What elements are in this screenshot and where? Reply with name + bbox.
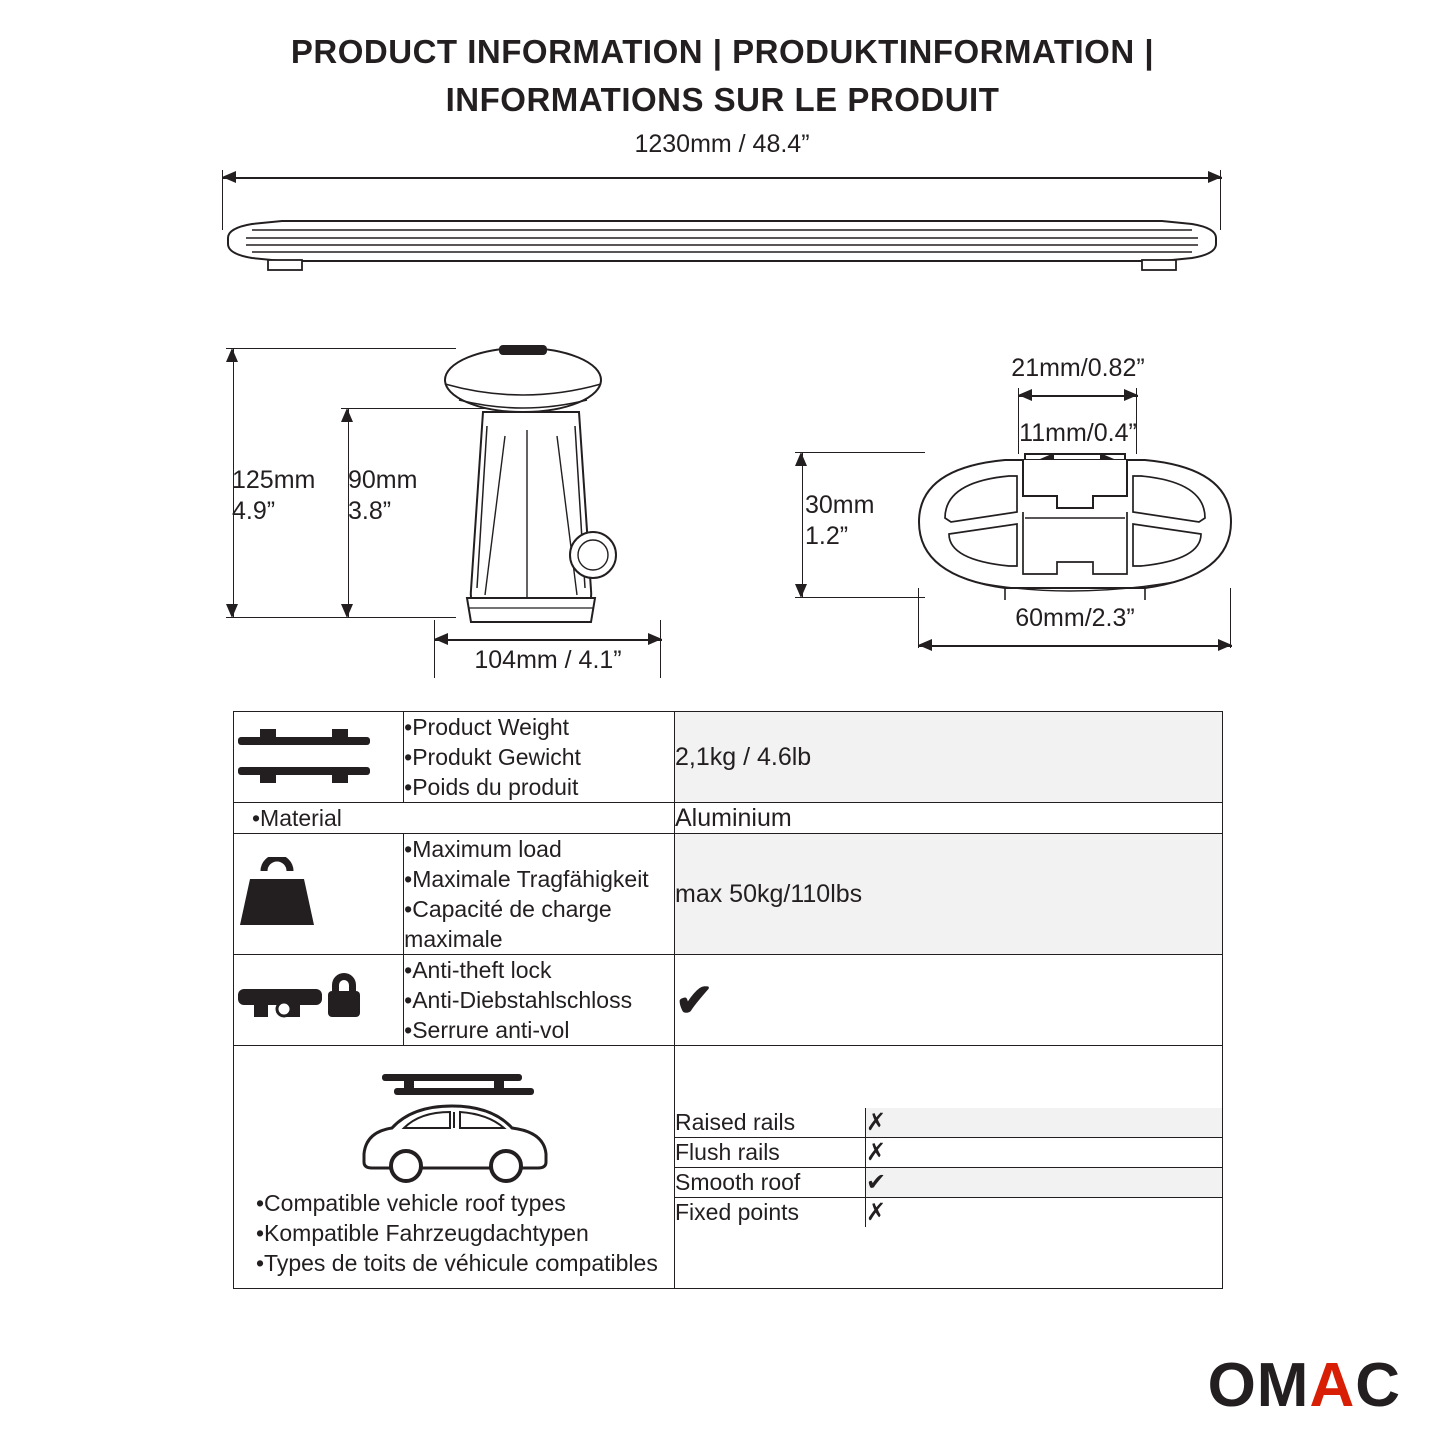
anti-theft-label-en: •Anti-theft lock [404,957,552,983]
weight-labels [404,712,675,803]
roof-type-row [675,1197,1222,1227]
car-with-rack-icon [334,1058,574,1188]
specifications-table [233,711,1223,1289]
table-row-roof-types [234,1046,1223,1289]
profile-width-label: 60mm/2.3” [1015,604,1135,632]
foot-width-label: 104mm / 4.1” [474,646,622,674]
anti-theft-value: ✔ [675,955,1223,1046]
roof-types-labels [234,1188,674,1288]
material-labels [234,803,675,834]
roof-type-name-smooth: Smooth roof [675,1167,866,1197]
weight-icon [234,857,320,931]
roof-types-list-cell [675,1046,1223,1289]
anti-theft-label-fr: •Serrure anti-vol [404,1017,570,1043]
roof-type-mark-smooth: ✔ [866,1167,1223,1197]
weight-label-de: •Produkt Gewicht [404,744,581,770]
roof-type-name-flush: Flush rails [675,1137,866,1167]
max-load-value: max 50kg/110lbs [675,834,1223,955]
logo-text-a: A [1309,1351,1356,1420]
anti-theft-label-de: •Anti-Diebstahlschloss [404,987,633,1013]
roof-types-table [675,1108,1222,1227]
roof-label-fr: •Types de toits de véhicule compatibles [256,1250,658,1276]
crossbar-length-diagram [222,130,1222,300]
table-row-anti-theft [234,955,1223,1046]
weight-value: 2,1kg / 4.6lb [675,712,1223,803]
crossbars-icon [234,721,374,793]
detail-diagrams [0,320,1445,700]
roof-types-left-cell [234,1046,675,1289]
material-value: Aluminium [675,803,1223,834]
lock-icon-cell [234,955,404,1046]
roof-type-name-fixed: Fixed points [675,1197,866,1227]
profile-top-width-dimension [1018,388,1138,402]
foot-inner-height-label: 90mm 3.8” [348,466,418,525]
roof-label-de: •Kompatible Fahrzeugdachtypen [256,1220,589,1246]
roof-type-row [675,1137,1222,1167]
roof-type-mark-raised: ✗ [866,1108,1223,1138]
max-load-label-fr: •Capacité de charge maximale [404,896,612,952]
profile-slot-width-label: 11mm/0.4” [1019,419,1137,447]
weight-label-en: •Product Weight [404,714,570,740]
logo-text-om: OM [1207,1351,1310,1420]
profile-height-label: 30mm 1.2” [805,491,875,550]
max-load-label-de: •Maximale Tragfähigkeit [404,866,649,892]
roof-type-mark-fixed: ✗ [866,1197,1223,1227]
foot-front-view [415,340,705,640]
weight-icon-cell [234,834,404,955]
max-load-labels [404,834,675,955]
roof-label-en: •Compatible vehicle roof types [256,1190,566,1216]
weight-label-fr: •Poids du produit [404,774,579,800]
title-line-2: INFORMATIONS SUR LE PRODUIT [445,81,1000,118]
profile-top-width-label: 21mm/0.82” [1011,354,1145,382]
roof-type-row [675,1167,1222,1197]
max-load-label-en: •Maximum load [404,836,562,862]
roof-type-row [675,1108,1222,1138]
roof-type-mark-flush: ✗ [866,1137,1223,1167]
profile-width-dimension-line [918,638,1232,652]
bar-length-dimension-line [222,170,1222,184]
title-line-1: PRODUCT INFORMATION | PRODUKTINFORMATION | [290,33,1155,70]
table-row-max-load [234,834,1223,955]
lock-icon [234,963,374,1037]
crossbars-icon-cell [234,712,404,803]
table-row-material [234,803,1223,834]
omac-logo [1207,1351,1401,1420]
material-label: •Material [252,805,342,831]
crossbar-side-view [222,200,1222,280]
anti-theft-labels [404,955,675,1046]
roof-type-name-raised: Raised rails [675,1108,866,1138]
foot-total-height-label: 125mm 4.9” [232,466,316,525]
profile-cross-section [905,448,1245,608]
bar-length-label: 1230mm / 48.4” [634,130,810,158]
table-row-weight [234,712,1223,803]
foot-width-dimension-line [434,632,662,646]
page-title [0,28,1445,124]
logo-text-c: C [1355,1351,1401,1420]
